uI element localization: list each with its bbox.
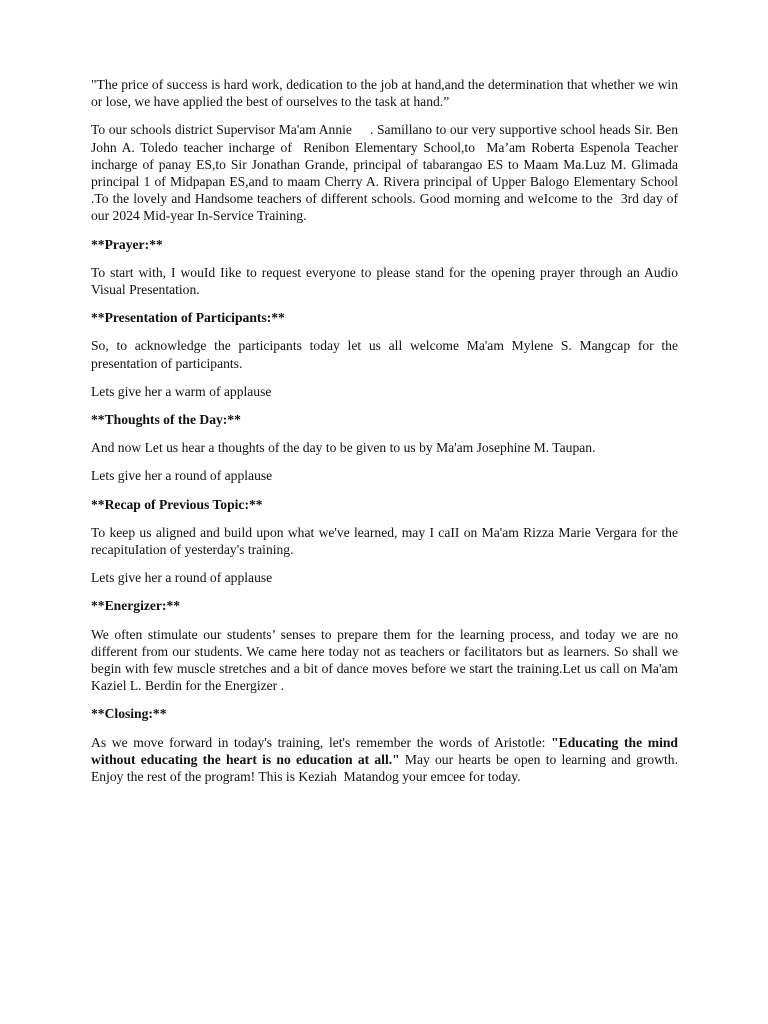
thoughts-paragraph: And now Let us hear a thoughts of the day to be given to us by Ma'am Josephine M. Taupan.	[91, 440, 596, 456]
recap-applause: Lets give her a round of applause	[91, 570, 273, 586]
thoughts-applause: Lets give her a round of applause	[91, 468, 273, 484]
aristotle-quote: "Educating the mind without educating the heart is no education at all."	[91, 734, 678, 767]
recap-paragraph: To keep us aligned and build upon what we've learned, may I caII on Ma'am Rizza Marie Vergara for the recapituIation of yesterday's training.	[91, 524, 678, 558]
participants-applause: Lets give her a warm of applause	[91, 383, 272, 399]
recap-heading: **Recap of Previous Topic:**	[91, 496, 263, 512]
closing-heading: **Closing:**	[91, 706, 167, 722]
closing-paragraph	[91, 734, 678, 786]
energizer-paragraph: We often stimulate our students’ senses to prepare them for the learning process, and today we are no different from our students. We came here today not as teachers or facilitators but as learners. So shall we begin with few muscle stretches and a bit of dance moves before we start the training.Let us call on Ma'am Kaziel L. Berdin for the Energizer .	[91, 626, 678, 694]
prayer-paragraph: To start with, I wouId Iike to request everyone to please stand for the opening prayer through an Audio Visual Presentation.	[91, 264, 678, 298]
energizer-heading: **Energizer:**	[91, 598, 181, 614]
prayer-heading: **Prayer:**	[91, 236, 163, 252]
closing-text-start: As we move forward in today's training, let's remember the words of Aristotle:	[91, 734, 552, 750]
closing-text-end: May our hearts be open to learning and growth. Enjoy the rest of the program! This is Keziah Matandog your emcee for today.	[91, 751, 678, 785]
welcome-paragraph: To our schools district Supervisor Ma'am Annie . Samillano to our very supportive school heads Sir. Ben John A. Toledo teacher incharge of Renibon Elementary School,to Ma’am Roberta Espenola Teacher incharge of panay ES,to Sir Jonathan Grande, principal of tabarangao ES to Maam Ma.Luz M. Glimada principal 1 of Midpapan ES,and to maam Cherry A. Rivera principal of Upper Balogo Elementary School .To the lovely and Handsome teachers of different schools. Good morning and weIcome to the 3rd day of our 2024 Mid-year In-Service Training.	[91, 122, 678, 224]
participants-heading: **Presentation of Participants:**	[91, 310, 285, 326]
opening-quote: "The price of success is hard work, dedication to the job at hand,and the determination that whether we win or lose, we have applied the best of ourselves to the task at hand.”	[91, 77, 678, 110]
thoughts-heading: **Thoughts of the Day:**	[91, 412, 241, 428]
participants-paragraph: So, to acknowledge the participants today let us all welcome Ma'am Mylene S. Mangcap for the presentation of participants.	[91, 338, 678, 371]
